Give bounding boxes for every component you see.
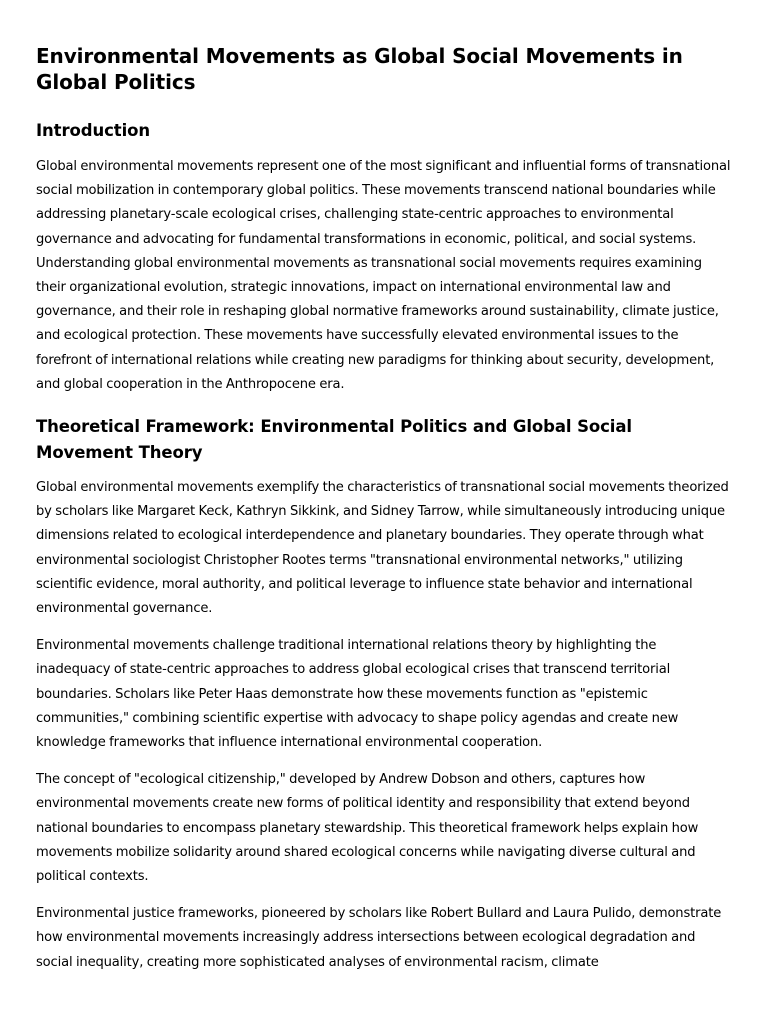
paragraph-theory-2: Environmental movements challenge traditional international relations theory by highlighting the inadequacy of state-centric approaches to address global ecological crises that transcend territorial boundaries. Scholars like Peter Haas demonstrate how these movements function as "epistemic communities," combining scientific expertise with advocacy to shape policy agendas and create new knowledge frameworks that influence international environmental cooperation. (36, 638, 679, 751)
section-heading-theoretical-framework: Theoretical Framework: Environmental Politics and Global Social Movement Theory (36, 417, 632, 463)
paragraph-theory-4: Environmental justice frameworks, pioneered by scholars like Robert Bullard and Laura Pulido, demonstrate how environmental movements increasingly address intersections between ecological degradation and social inequality, creating more sophisticated analyses of environmental racism, climate (36, 906, 722, 970)
paragraph-theory-1: Global environmental movements exemplify the characteristics of transnational social movements theorized by scholars like Margaret Keck, Kathryn Sikkink, and Sidney Tarrow, while simultaneously introducing unique dimensions related to ecological interdependence and planetary boundaries. They operate through what environmental sociologist Christopher Rootes terms "transnational environmental networks," utilizing scientific evidence, moral authority, and political leverage to influence state behavior and international environmental governance. (36, 480, 729, 617)
document-title: Environmental Movements as Global Social Movements in Global Politics (36, 44, 683, 94)
section-heading-introduction: Introduction (36, 121, 151, 140)
paragraph-theory-3: The concept of "ecological citizenship," developed by Andrew Dobson and others, captures how environmental movements create new forms of political identity and responsibility that extend beyond national boundaries to encompass planetary stewardship. This theoretical framework helps explain how movements mobilize solidarity around shared ecological concerns while navigating diverse cultural and political contexts. (36, 772, 699, 885)
paragraph-introduction-1: Global environmental movements represent one of the most significant and influential forms of transnational social mobilization in contemporary global politics. These movements transcend national boundaries while addressing planetary-scale ecological crises, challenging state-centric approaches to environmental governance and advocating for fundamental transformations in economic, political, and social systems. Understanding global environmental movements as transnational social movements requires examining their organizational evolution, strategic innovations, impact on international environmental law and governance, and their role in reshaping global normative frameworks around sustainability, climate justice, and ecological protection. These movements have successfully elevated environmental issues to the forefront of international relations while creating new paradigms for thinking about security, development, and global cooperation in the Anthropocene era. (36, 159, 731, 392)
